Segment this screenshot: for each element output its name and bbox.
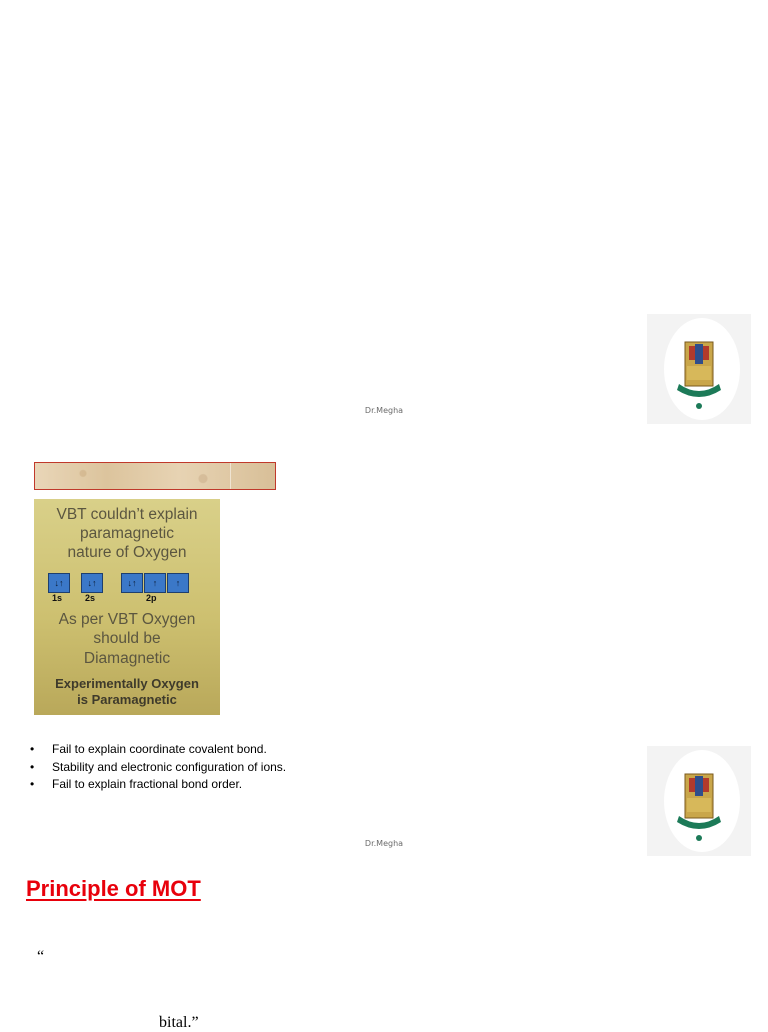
list-item: • Fail to explain fractional bond order.: [30, 776, 286, 794]
slide-line: paramagnetic: [80, 525, 174, 542]
crest-icon: [647, 314, 751, 424]
slide-line: VBT couldn’t explain: [56, 506, 198, 523]
orbital-box-2p-3: ↑: [167, 573, 189, 593]
limitations-list: [30, 741, 286, 794]
page-heading: Principle of MOT: [26, 876, 201, 901]
orbital-box-1s: ↓↑: [48, 573, 70, 593]
orbital-label-2s: 2s: [85, 593, 96, 603]
slide-line: should be: [93, 630, 161, 647]
slide-line: Diamagnetic: [83, 650, 171, 667]
page-footer-author: Dr.Megha: [364, 406, 404, 415]
page-footer-author: Dr.Megha: [364, 839, 404, 848]
orbital-label-2p: 2p: [146, 593, 157, 603]
slide-title-bar: [34, 462, 276, 490]
orbital-label-1s: 1s: [52, 593, 63, 603]
list-item: • Fail to explain coordinate covalent bond.: [30, 741, 286, 759]
crest-icon: [647, 746, 751, 856]
list-item: • Stability and electronic configuration of ions.: [30, 759, 286, 777]
college-logo: [647, 746, 751, 856]
slide-bold-line: is Paramagnetic: [77, 692, 177, 707]
quote-text-fragment: bital.”: [159, 1014, 199, 1031]
slide-line: nature of Oxygen: [67, 544, 187, 561]
college-logo: [647, 314, 751, 424]
orbital-box-2s: ↓↑: [81, 573, 103, 593]
quote-open-mark: “: [37, 948, 45, 965]
vbt-oxygen-slide-image: [34, 499, 220, 715]
slide-line: As per VBT Oxygen: [58, 611, 196, 628]
slide-bold-line: Experimentally Oxygen: [55, 676, 199, 691]
orbital-box-2p-1: ↓↑: [121, 573, 143, 593]
orbital-box-2p-2: ↑: [144, 573, 166, 593]
